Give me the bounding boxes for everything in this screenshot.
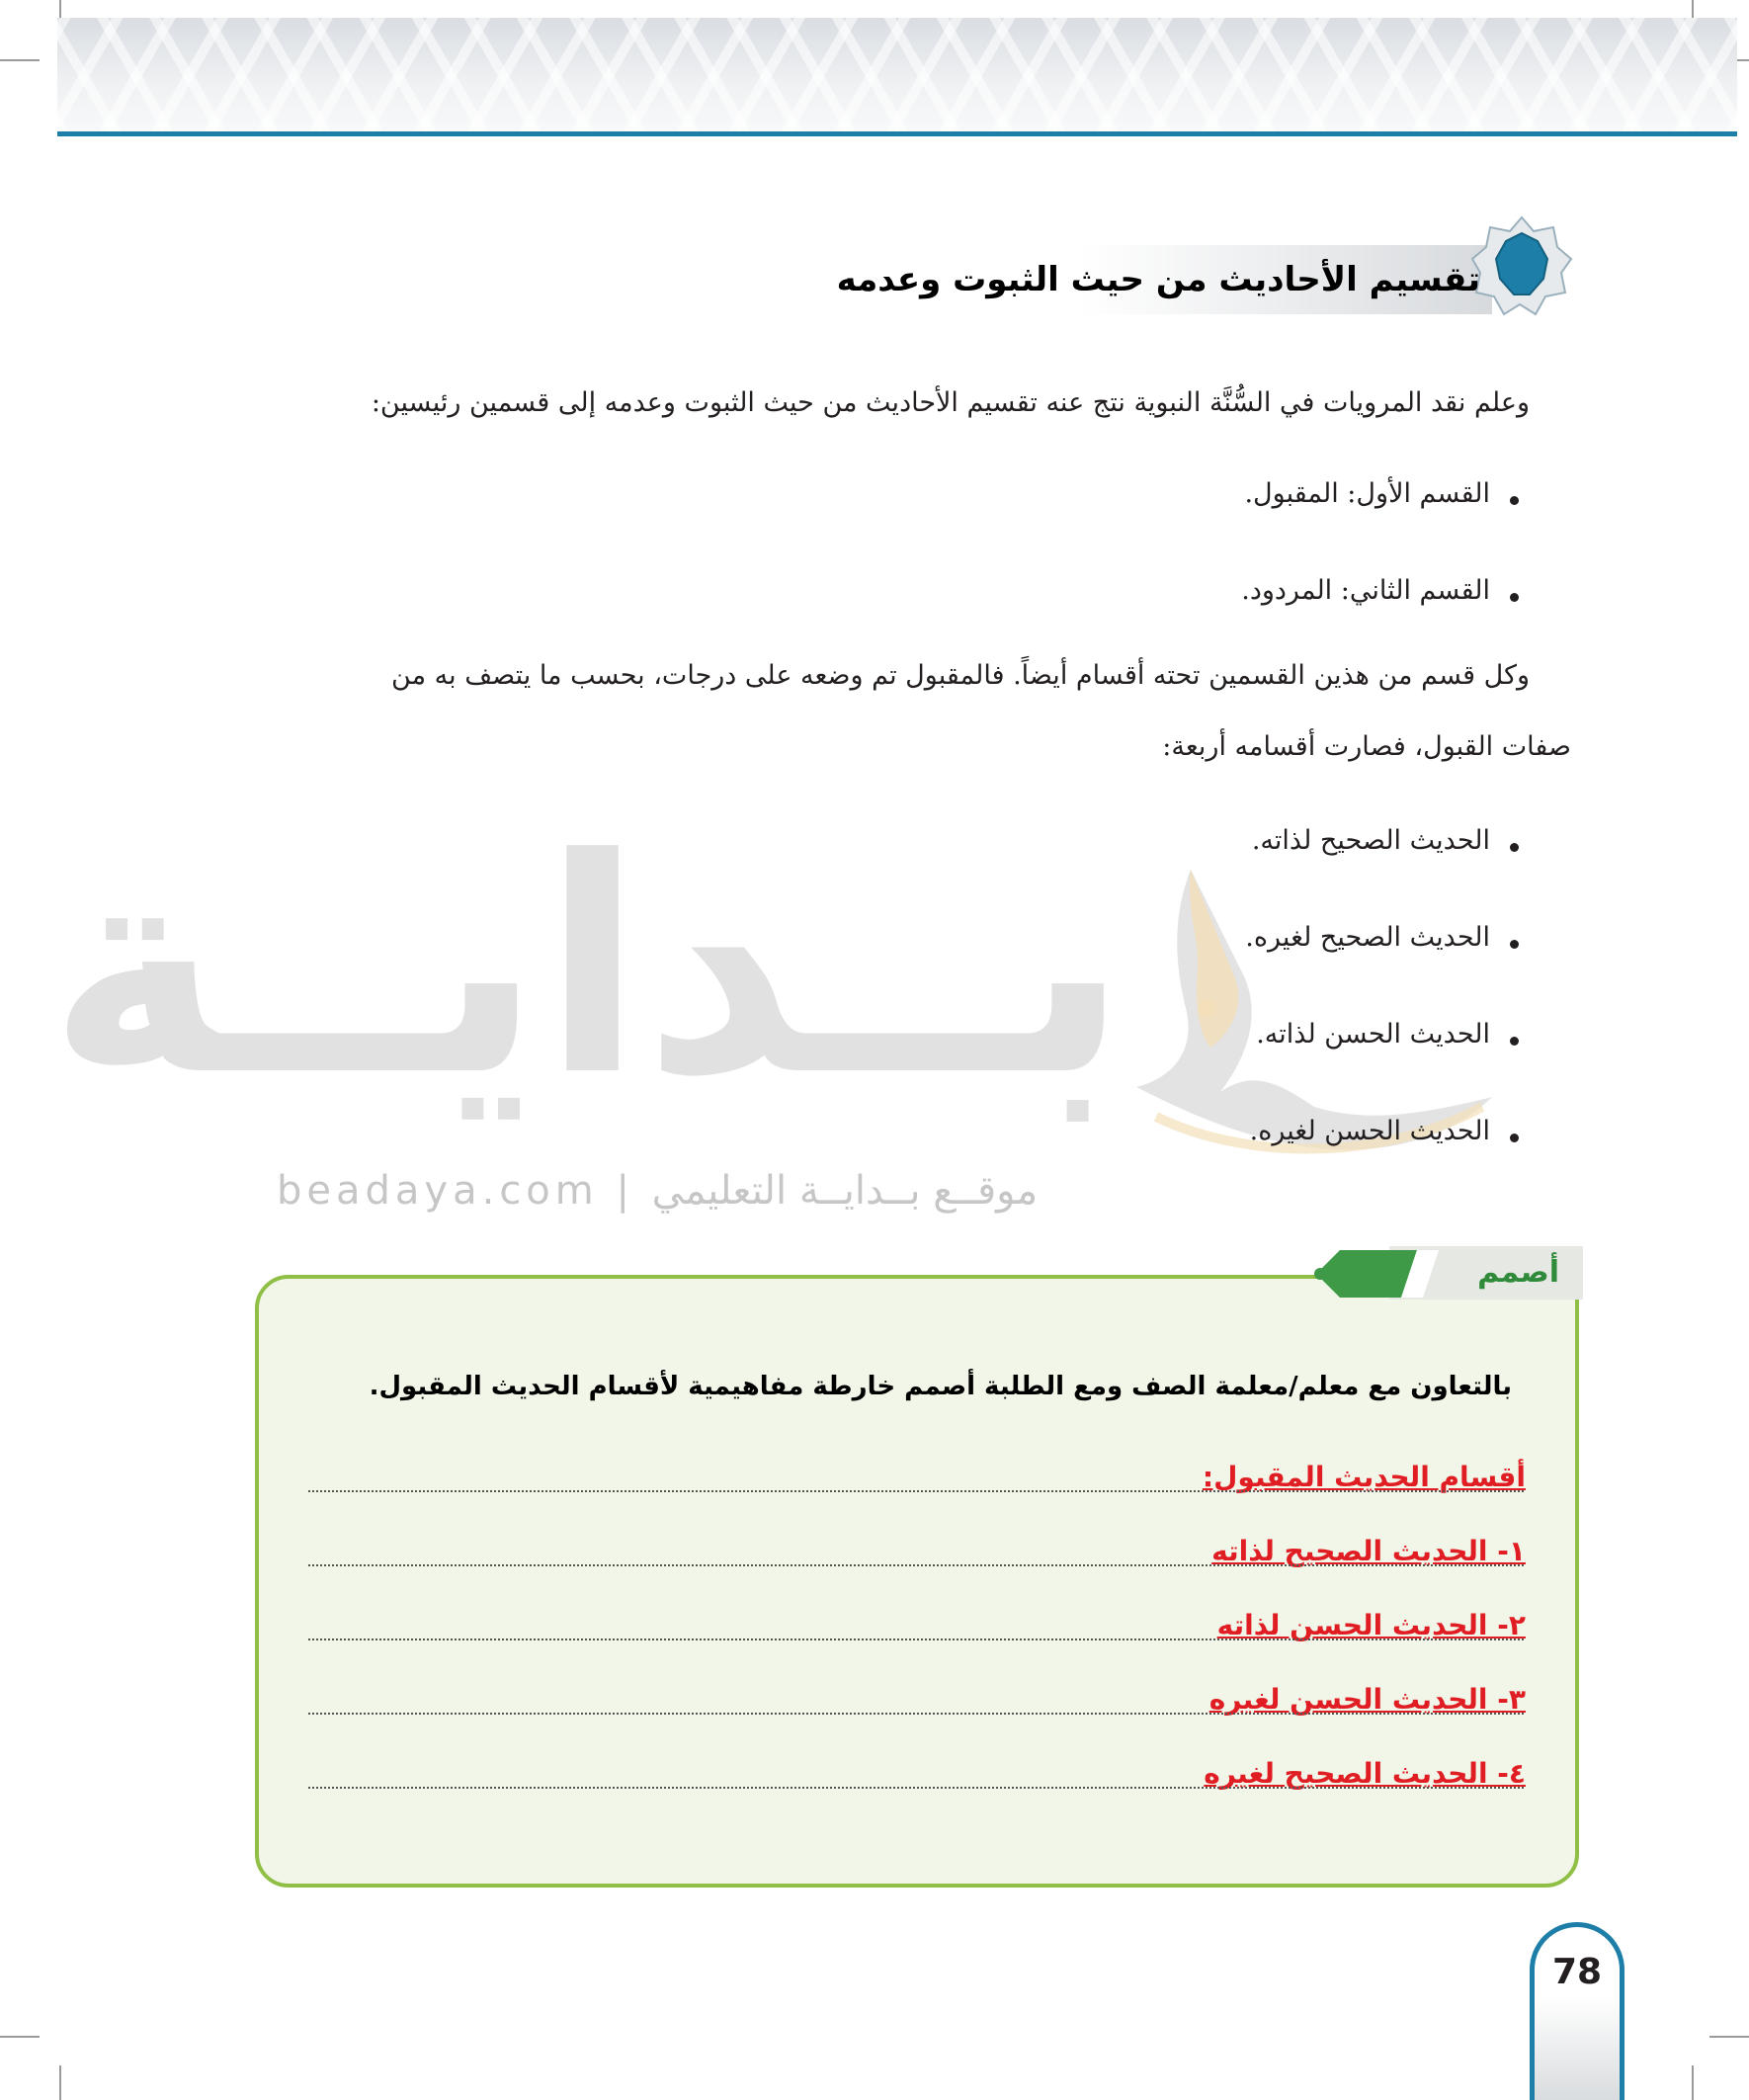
bullet-dot <box>1510 940 1519 949</box>
watermark-subtitle: beadaya.com | موقــع بــدايــة التعليمي <box>277 1168 1039 1214</box>
activity-label: أصمم <box>1477 1255 1559 1290</box>
crop-mark-top-left-h <box>0 59 40 61</box>
watermark-logo-word: بــدايــة <box>47 796 1128 1140</box>
division-item-rejected: القسم الثاني: المردود. <box>1241 575 1490 606</box>
bullet-dot <box>1510 1037 1519 1046</box>
crop-mark-bottom-right-v <box>1692 2065 1694 2100</box>
answer-item: ١- الحديث الصحيح لذاته <box>1211 1535 1526 1567</box>
intro-paragraph: وعلم نقد المرويات في السُّنَّة النبوية نتج عنه تقسيم الأحاديث من حيث الثبوت وعدمه إلى قسمين رئيسين: <box>371 387 1530 418</box>
accepted-type-item: الحديث الحسن لذاته. <box>1256 1019 1490 1050</box>
answer-writing-line <box>308 1490 1524 1492</box>
bullet-dot <box>1510 496 1519 505</box>
answer-heading: أقسام الحديث المقبول: <box>1202 1461 1526 1493</box>
answer-item: ٤- الحديث الصحيح لغيره <box>1204 1757 1526 1790</box>
header-pattern-band <box>57 18 1737 136</box>
section-title: تقسيم الأحاديث من حيث الثبوت وعدمه <box>836 260 1480 299</box>
answer-writing-line <box>308 1787 1524 1789</box>
bullet-dot <box>1510 593 1519 602</box>
crop-mark-bottom-left-v <box>59 2065 61 2100</box>
paragraph-line-1: وكل قسم من هذين القسمين تحته أقسام أيضاً. فالمقبول تم وضعه على درجات، بحسب ما يتصف به من <box>391 660 1530 691</box>
accepted-type-item: الحديث الصحيح لغيره. <box>1245 922 1490 953</box>
answer-writing-line <box>308 1564 1524 1566</box>
page-number: 78 <box>1551 1952 1603 1992</box>
paragraph-line-2: صفات القبول، فصارت أقسامه أربعة: <box>1162 731 1571 762</box>
accepted-type-item: الحديث الصحيح لذاته. <box>1251 825 1490 856</box>
title-star-badge-icon <box>1470 215 1573 318</box>
crop-mark-bottom-right-h <box>1709 2036 1749 2038</box>
bullet-dot <box>1510 843 1519 852</box>
crop-mark-bottom-left-h <box>0 2036 40 2038</box>
activity-instruction: بالتعاون مع معلم/معلمة الصف ومع الطلبة أصمم خارطة مفاهيمية لأقسام الحديث المقبول. <box>369 1372 1512 1401</box>
bullet-dot <box>1510 1134 1519 1142</box>
answer-writing-line <box>308 1713 1524 1715</box>
accepted-type-item: الحديث الحسن لغيره. <box>1249 1116 1490 1146</box>
activity-box <box>255 1275 1579 1888</box>
answer-writing-line <box>308 1638 1524 1640</box>
page-number-tab <box>1530 1922 1624 2100</box>
answer-item: ٢- الحديث الحسن لذاته <box>1216 1609 1526 1641</box>
answer-item: ٣- الحديث الحسن لغيره <box>1208 1683 1526 1716</box>
division-item-accepted: القسم الأول: المقبول. <box>1244 478 1490 509</box>
